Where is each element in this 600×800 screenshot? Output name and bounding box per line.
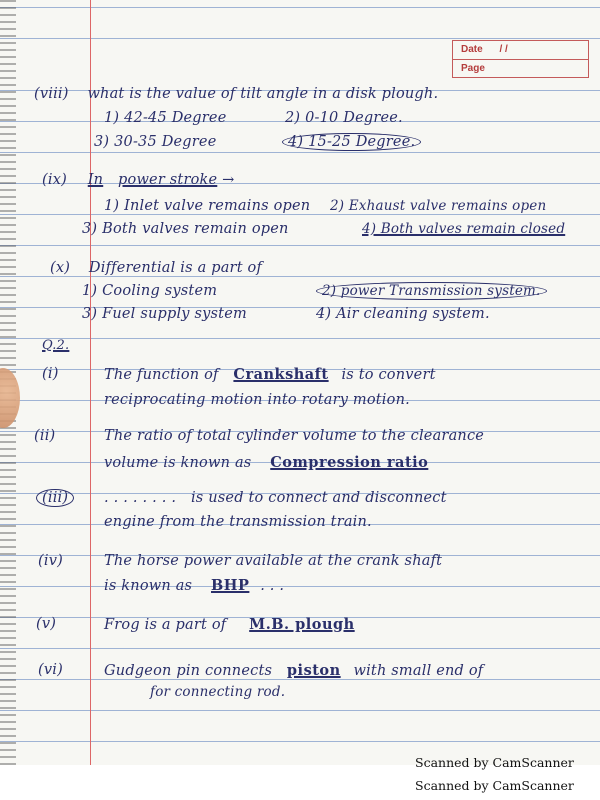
q-ix-opt3: 3) Both valves remain open [82,221,289,237]
q-x-opt2 [316,283,547,299]
q-x-opt4: 4) Air cleaning system. [316,306,490,322]
q2-i-answer: Crankshaft [233,366,329,383]
q2-iv-line1: The horse power available at the crank shaft [104,553,443,569]
q2-ii-line1: The ratio of total cylinder volume to the clearance [104,428,485,444]
arrow-right-icon: → [222,172,235,188]
q2-i-text-a: The function of [104,367,219,383]
q-viii-opt2: 2) 0-10 Degree. [285,110,403,126]
q-x-opt1: 1) Cooling system [82,283,218,299]
q-viii-line [34,86,438,102]
q2-iv-trail: . . . [260,578,285,594]
q-ix-opt1: 1) Inlet valve remains open [104,198,311,214]
q2-iv-number: (iv) [38,553,63,569]
q2-vi-line2: for connecting rod. [150,684,286,700]
q2-i-number: (i) [42,366,59,382]
q2-iii-number [36,490,74,506]
q2-vi-text-a: Gudgeon pin connects [104,663,273,679]
q-x-line [50,260,262,276]
q2-i-line1 [104,366,436,383]
q2-iv-line2 [104,577,284,594]
q2-ii-text: volume is known as [104,455,252,471]
q-x-opt2-text: 2) power Transmission system. [316,282,547,300]
q-x-question: Differential is a part of [88,260,263,276]
q-x-opt3: 3) Fuel supply system [82,306,247,322]
q-ix-opt2: 2) Exhaust valve remains open [330,198,547,214]
q2-iii-blank: . . . . . . . . [104,490,177,506]
q2-ii-line2 [104,454,428,471]
q-viii-opt4 [282,134,421,150]
q-ix-opt4 [362,221,565,237]
q2-iv-text: is known as [104,578,193,594]
q2-label-text: Q.2. [42,338,70,353]
thumb [0,368,20,428]
date-label: Date [461,44,483,55]
q2-v-number: (v) [36,616,57,632]
q2-i-line2: reciprocating motion into rotary motion. [104,392,410,408]
q2-v-answer: M.B. plough [249,616,355,633]
scanner-watermark-2: Scanned by CamScanner [415,778,574,793]
q2-vi-text-b: with small end of [353,663,484,679]
q2-vi-number: (vi) [38,662,63,678]
q2-iii-line1 [104,490,447,506]
page-row [453,59,588,77]
q2-iii-line2: engine from the transmission train. [104,514,372,530]
q-x-number: (x) [50,260,71,276]
q2-ii-number: (ii) [34,428,56,444]
q-ix-prefix: In [87,172,104,188]
q-ix-line [42,172,234,188]
page-label: Page [461,63,485,74]
date-page-stamp [452,40,589,78]
q-ix-opt4-text: 4) Both valves remain closed [362,221,566,237]
q-viii-number: (viii) [34,86,69,102]
q2-vi-answer: piston [286,662,341,679]
q2-v-line1 [104,616,355,633]
q2-iii-number-text: (iii) [36,489,74,507]
q-viii-question: what is the value of tilt angle in a disk plough. [87,86,439,102]
q-viii-opt3: 3) 30-35 Degree [94,134,217,150]
scanner-watermark-1: Scanned by CamScanner [415,755,574,770]
q2-ii-answer: Compression ratio [270,454,429,471]
date-slashes: / / [499,44,508,55]
q-ix-keyword: power stroke [118,172,218,188]
q-viii-opt4-text: 4) 15-25 Degree. [282,133,421,151]
q2-label [42,338,69,353]
date-row [453,41,588,59]
q-ix-number: (ix) [42,172,67,188]
margin-line [90,0,91,765]
q2-iv-answer: BHP [211,577,250,594]
q2-vi-line1 [104,662,483,679]
q-viii-opt1: 1) 42-45 Degree [104,110,227,126]
q2-v-text: Frog is a part of [104,617,227,633]
q2-i-text-b: is to convert [341,367,436,383]
q2-iii-text: is used to connect and disconnect [190,490,447,506]
